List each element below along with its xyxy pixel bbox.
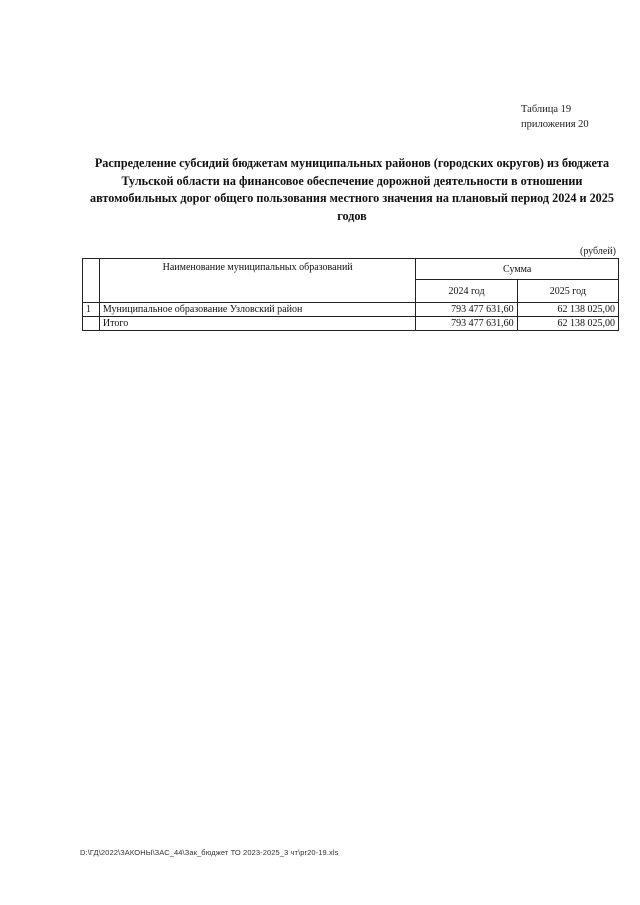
table-row-total — [83, 317, 619, 331]
row-name: Итого — [99, 317, 416, 331]
header-number-cell — [83, 259, 100, 303]
row-value-2024: 793 477 631,60 — [416, 303, 517, 317]
document-title: Распределение субсидий бюджетам муниципальных районов (городских округов) из бюджета Тульской области на финансовое обеспечение дорожной деятельности в отношении автомобильных дорог общего пользования местного значения на плановый период 2024 и 2025 годов — [90, 156, 614, 223]
table-header-row — [83, 259, 619, 280]
table-reference-block — [521, 102, 589, 132]
row-number: 1 — [83, 303, 100, 317]
row-value-2025: 62 138 025,00 — [517, 303, 618, 317]
row-value-2024: 793 477 631,60 — [416, 317, 517, 331]
file-path-footer: D:\ГД\2022\ЗАКОНЫ\ЗАС_44\Зак_бюджет ТО 2023-2025_3 чт\pr20-19.xls — [80, 848, 339, 857]
header-sum-cell: Сумма — [416, 259, 619, 280]
header-name-cell: Наименование муниципальных образований — [99, 259, 416, 303]
row-number — [83, 317, 100, 331]
table-row — [83, 303, 619, 317]
row-name: Муниципальное образование Узловский район — [99, 303, 416, 317]
header-year-2025: 2025 год — [517, 280, 618, 303]
subsidy-table — [82, 258, 619, 331]
table-number: Таблица 19 — [521, 104, 572, 115]
unit-label: (рублей) — [579, 246, 616, 257]
appendix-number: приложения 20 — [521, 119, 589, 130]
header-year-2024: 2024 год — [416, 280, 517, 303]
row-value-2025: 62 138 025,00 — [517, 317, 618, 331]
